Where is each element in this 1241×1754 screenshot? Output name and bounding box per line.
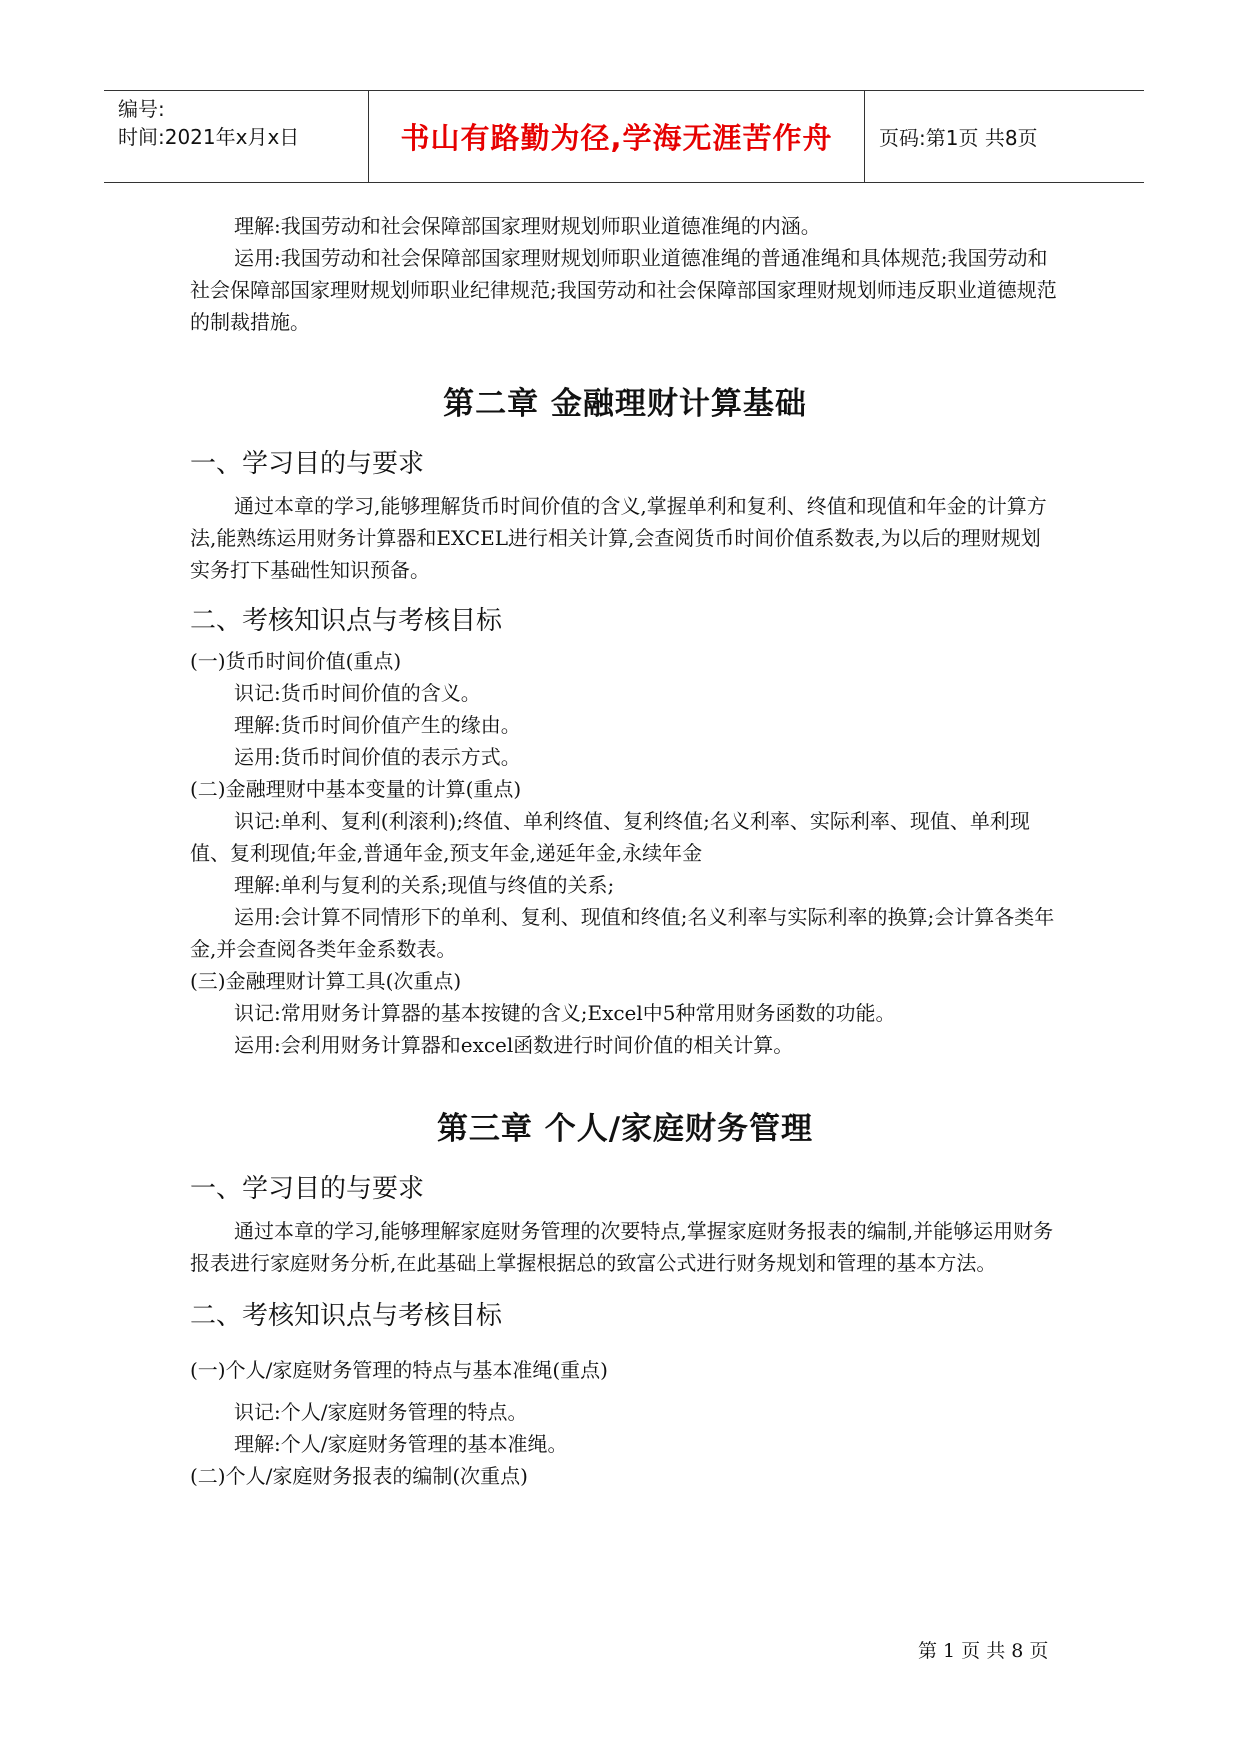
- page-footer: 第 1 页 共 8 页: [918, 1640, 1049, 1662]
- header-info-cell: [104, 91, 369, 182]
- document-number: 编号:: [118, 97, 165, 121]
- intro-understand: 理解:我国劳动和社会保障部国家理财规划师职业道德准绳的内涵。: [234, 214, 821, 238]
- chapter3-title: 第三章 个人/家庭财务管理: [436, 1111, 814, 1147]
- document-time: 时间:2021年x月x日: [118, 125, 300, 149]
- chapter2-point2-apply: 运用:会计算不同情形下的单利、复利、现值和终值;名义利率与实际利率的换算;会计算各类年金,并会查阅各类年金系数表。: [190, 905, 1055, 961]
- chapter2-section1-heading: 一、学习目的与要求: [190, 449, 425, 479]
- chapter2-title: 第二章 金融理财计算基础: [443, 386, 807, 422]
- document-body: [190, 210, 1060, 1492]
- chapter2-point1-apply: 运用:货币时间价值的表示方式。: [234, 745, 521, 769]
- chapter2-section1-text: 通过本章的学习,能够理解货币时间价值的含义,掌握单利和复利、终值和现值和年金的计算方法,能熟练运用财务计算器和EXCEL进行相关计算,会查阅货币时间价值系数表,为以后的理财规划实务打下基础性知识预备。: [190, 494, 1047, 582]
- header-page-number: 页码:第1页 共8页: [879, 126, 1038, 150]
- chapter3-point2-heading: (二)个人/家庭财务报表的编制(次重点): [190, 1464, 528, 1488]
- chapter2-point1-heading: (一)货币时间价值(重点): [190, 649, 402, 673]
- chapter2-point2-heading: (二)金融理财中基本变量的计算(重点): [190, 777, 522, 801]
- chapter3-section1-text: 通过本章的学习,能够理解家庭财务管理的次要特点,掌握家庭财务报表的编制,并能够运用财务报表进行家庭财务分析,在此基础上掌握根据总的致富公式进行财务规划和管理的基本方法。: [190, 1219, 1054, 1275]
- chapter3-section2-heading: 二、考核知识点与考核目标: [190, 1301, 503, 1331]
- intro-apply: 运用:我国劳动和社会保障部国家理财规划师职业道德准绳的普通准绳和具体规范;我国劳动和社会保障部国家理财规划师职业纪律规范;我国劳动和社会保障部国家理财规划师违反职业道德规范的制裁措施。: [190, 246, 1057, 334]
- chapter2-point3-heading: (三)金融理财计算工具(次重点): [190, 969, 462, 993]
- document-header: [104, 90, 1144, 183]
- chapter2-point2-understand: 理解:单利与复利的关系;现值与终值的关系;: [234, 873, 615, 897]
- chapter3-point1-recall: 识记:个人/家庭财务管理的特点。: [234, 1400, 528, 1424]
- chapter3-section1-heading: 一、学习目的与要求: [190, 1174, 425, 1204]
- header-motto: 书山有路勤为径,学海无涯苦作舟: [369, 91, 865, 182]
- chapter3-point1-heading: (一)个人/家庭财务管理的特点与基本准绳(重点): [190, 1358, 608, 1382]
- chapter2-point1-understand: 理解:货币时间价值产生的缘由。: [234, 713, 521, 737]
- chapter2-point1-recall: 识记:货币时间价值的含义。: [234, 681, 481, 705]
- chapter2-point2-recall: 识记:单利、复利(利滚利);终值、单利终值、复利终值;名义利率、实际利率、现值、单利现值、复利现值;年金,普通年金,预支年金,递延年金,永续年金: [190, 809, 1030, 865]
- chapter2-point3-recall: 识记:常用财务计算器的基本按键的含义;Excel中5种常用财务函数的功能。: [234, 1001, 896, 1025]
- chapter2-point3-apply: 运用:会利用财务计算器和excel函数进行时间价值的相关计算。: [234, 1033, 794, 1057]
- chapter3-point1-understand: 理解:个人/家庭财务管理的基本准绳。: [234, 1432, 568, 1456]
- chapter2-section2-heading: 二、考核知识点与考核目标: [190, 606, 503, 636]
